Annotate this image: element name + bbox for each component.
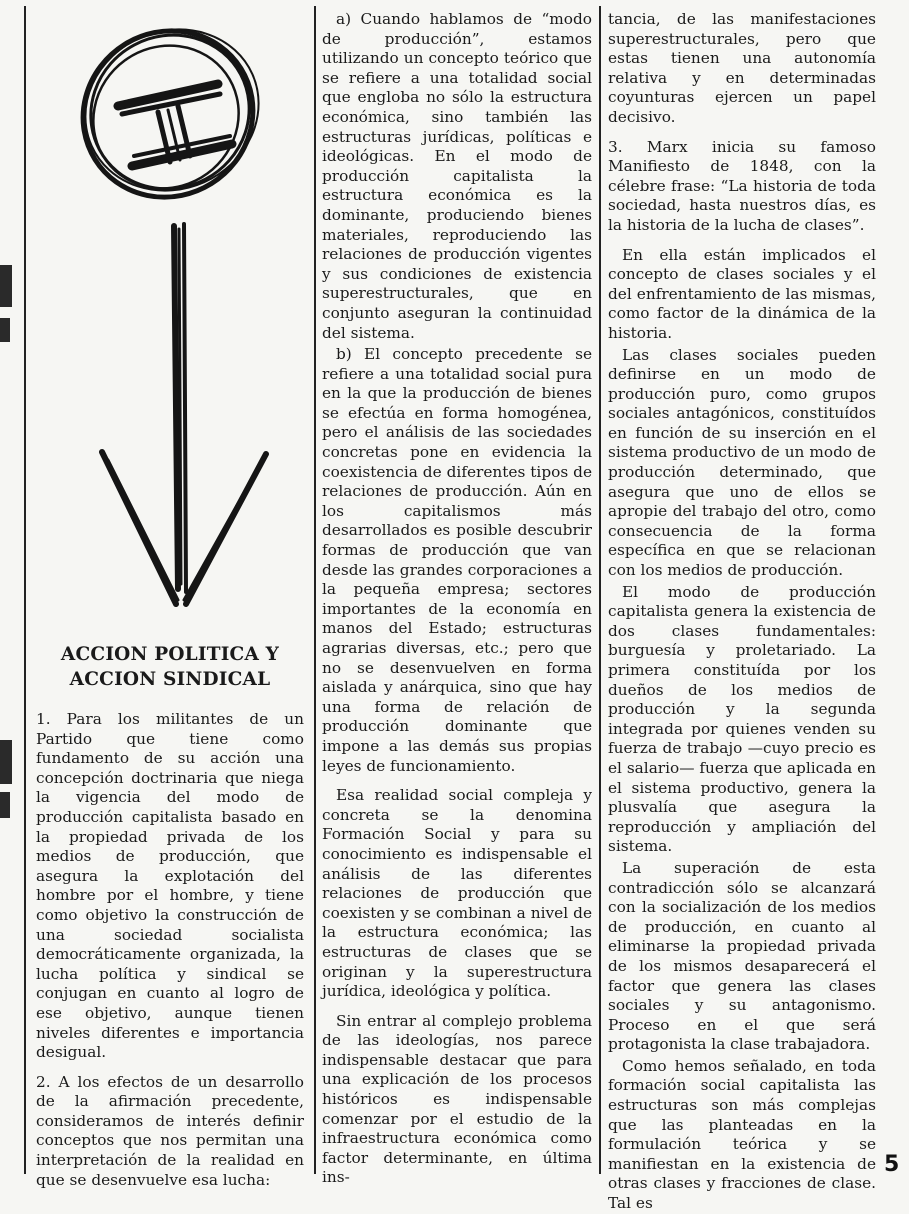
paragraph: 2. A los efectos de un desarrollo de la afirmación precedente, consideramos de interés definir conceptos que nos permitan una interpretación de la realidad en que se desenvuelve esa lucha:	[36, 1072, 304, 1189]
paragraph: a) Cuando hablamos de “modo de producción”, estamos utilizando un concepto teórico que se refiere a una totalidad social que engloba no sólo la estructura económica, sino también las estructuras jurídicas, políticas e ideológicas. En el modo de producción capitalista la estructura económica es la dominante, produciendo bienes materiales, reproduciendo las relaciones de producción vigentes y sus condiciones de existencia superestructurales, que en conjunto aseguran la continuidad del sistema.	[322, 10, 592, 342]
paragraph: Como hemos señalado, en toda formación social capitalista las estructuras son más complejas que las planteadas en la formulación teórica y se manifiestan en la existencia de otras clases y fracciones de clase. Tal es	[608, 1056, 876, 1213]
heading-line-2: ACCION SINDICAL	[69, 669, 271, 690]
paragraph: 3. Marx inicia su famoso Manifiesto de 1848, con la célebre frase: “La historia de toda sociedad, hasta nuestros días, es la historia de la lucha de clases”.	[608, 137, 876, 234]
page-number: 5	[884, 1152, 900, 1177]
paragraph: Las clases sociales pueden definirse en un modo de producción puro, como grupos sociales antagónicos, constituídos en función de su inserción en el sistema productivo de un modo de producción determinado, que asegura que uno de ellos se apropie del trabajo del otro, como consecuencia de la forma específica en que se relacionan con los medios de producción.	[608, 345, 876, 580]
paragraph: En ella están implicados el concepto de clases sociales y el del enfrentamiento de las mismas, como factor de la dinámica de la historia.	[608, 245, 876, 342]
section-heading	[34, 642, 306, 692]
paragraph: 1. Para los militantes de un Partido que tiene como fundamento de su acción una concepción doctrinaria que niega la vigencia del modo de producción capitalista basado en la propiedad privada de los medios de producción, que asegura la explotación del hombre por el hombre, y tiene como objetivo la construcción de una sociedad socialista democráticamente organizada, la lucha política y sindical se conjugan en cuanto al logro de ese objetivo, aunque tienen niveles diferentes e importancia desigual.	[36, 710, 304, 1062]
column-1-text	[36, 710, 304, 1190]
column-2-text	[322, 10, 592, 1188]
heading-line-1: ACCION POLITICA Y	[60, 644, 280, 665]
scan-margin-mark	[0, 265, 12, 307]
column-rule-2	[599, 6, 601, 1174]
paragraph: Esa realidad social compleja y concreta se la denomina Formación Social y para su conocimiento es indispensable el análisis de las diferentes relaciones de producción que coexisten y se combinan a nivel de la estructura económica; las estructuras de clases que se originan y la superestructura jurídica, ideológica y política.	[322, 786, 592, 1001]
paragraph: b) El concepto precedente se refiere a una totalidad social pura en la que la producción de bienes se efectúa en forma homogénea, pero el análisis de las sociedades concretas pone en evidencia la coexistencia de diferentes tipos de relaciones de producción. Aún en los capitalismos más desarrollados es posible descubrir formas de producción que van desde las grandes corporaciones a la pequeña empresa; sectores importantes de la economía en manos del Estado; estructuras agrarias diversas, etc.; pero que no se desenvuelven en forma aislada y anárquica, sino que hay una forma de relación de producción dominante que impone a las demás sus propias leyes de funcionamiento.	[322, 345, 592, 775]
scan-margin-mark	[0, 318, 10, 342]
paragraph: Sin entrar al complejo problema de las ideologías, nos parece indispensable destacar que para una explicación de los procesos históricos es indispensable comenzar por el estudio de la infraestructura económica como factor determinante, en última ins-	[322, 1011, 592, 1187]
left-border-rule	[24, 6, 26, 1174]
paragraph: tancia, de las manifestaciones superestructurales, pero que estas tienen una autonomía relativa y en determinadas coyunturas ejercen un papel decisivo.	[608, 10, 876, 126]
column-rule-1	[314, 6, 316, 1174]
paragraph: La superación de esta contradicción sólo se alcanzará con la socialización de los medios de producción, en cuanto al eliminarse la propiedad privada de los mismos desaparecerá el factor que genera las clases sociales y su antagonismo. Proceso en el que será protagonista la clase trabajadora.	[608, 858, 876, 1054]
paragraph: El modo de producción capitalista genera la existencia de dos clases fundamentales: burguesía y proletariado. La primera constituída por los dueños de los medios de producción y la segunda integrada por quienes venden su fuerza de trabajo —cuyo precio es el salario— fuerza que aplicada en el sistema productivo, genera la plusvalía que asegura la reproducción y ampliación del sistema.	[608, 582, 876, 856]
scan-margin-mark	[0, 740, 12, 784]
scan-margin-mark	[0, 792, 10, 818]
column-3-text	[608, 10, 876, 1214]
scribbled-emblem-arrow-illustration	[60, 14, 300, 624]
